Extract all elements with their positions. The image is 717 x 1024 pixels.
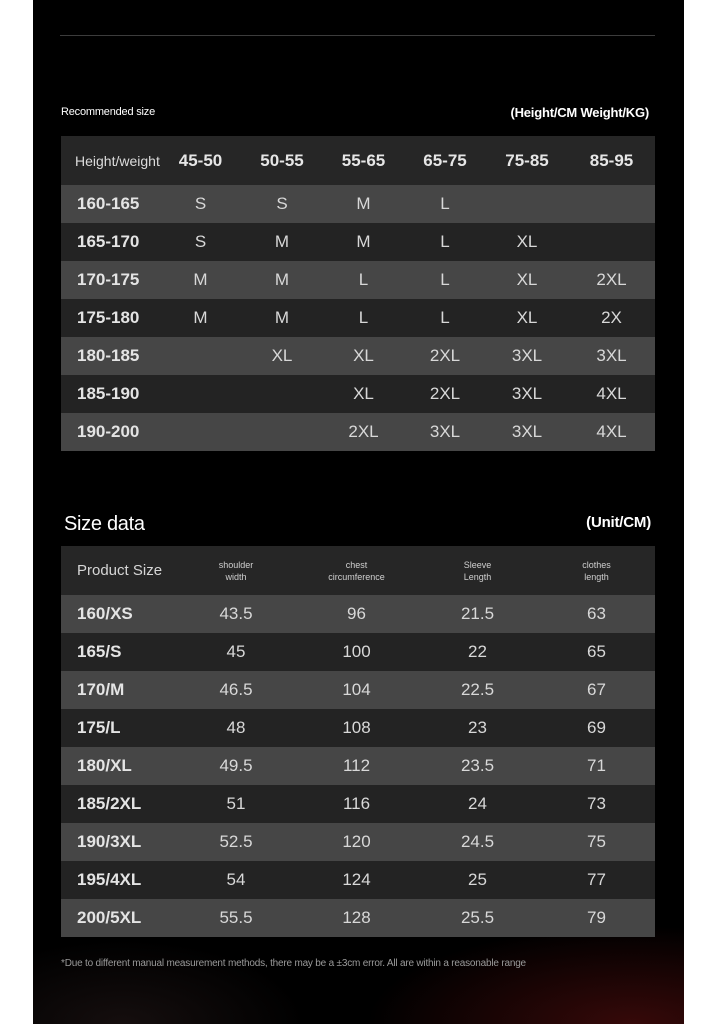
weight-column-header: 65-75: [404, 136, 486, 185]
measurement-cell: 24: [417, 785, 538, 823]
measurement-cell: 71: [538, 747, 655, 785]
size-data-table: [61, 546, 655, 937]
size-cell: 2XL: [323, 413, 404, 451]
size-cell: M: [323, 185, 404, 223]
measurement-cell: 22: [417, 633, 538, 671]
measurement-cell: 104: [296, 671, 417, 709]
size-cell: [160, 375, 241, 413]
size-cell: 3XL: [404, 413, 486, 451]
table-row: [61, 861, 655, 899]
size-cell: XL: [323, 375, 404, 413]
table-row: [61, 709, 655, 747]
size-cell: [241, 375, 323, 413]
column-header: [538, 546, 655, 595]
height-cell: 185-190: [61, 375, 160, 413]
size-cell: L: [404, 261, 486, 299]
recommended-size-title: Recommended size: [61, 106, 156, 118]
measurement-cell: 52.5: [176, 823, 296, 861]
size-cell: [486, 185, 568, 223]
size-cell: 4XL: [568, 375, 655, 413]
table-row: [61, 337, 655, 375]
size-cell: 3XL: [568, 337, 655, 375]
measurement-cell: 55.5: [176, 899, 296, 937]
size-cell: XL: [323, 337, 404, 375]
weight-column-header: 75-85: [486, 136, 568, 185]
table-row: [61, 413, 655, 451]
size-cell: S: [160, 223, 241, 261]
size-cell: 3XL: [486, 413, 568, 451]
table-header-row: [61, 546, 655, 595]
size-cell: 2XL: [404, 375, 486, 413]
column-header: [296, 546, 417, 595]
recommended-units-label: (Height/CM Weight/KG): [510, 105, 649, 120]
measurement-cell: 124: [296, 861, 417, 899]
table-row: [61, 671, 655, 709]
weight-column-header: 55-65: [323, 136, 404, 185]
size-cell: M: [160, 261, 241, 299]
product-size-cell: 185/2XL: [61, 785, 176, 823]
size-cell: M: [160, 299, 241, 337]
measurement-cell: 49.5: [176, 747, 296, 785]
table-row: [61, 823, 655, 861]
table-row: [61, 299, 655, 337]
measurement-cell: 25: [417, 861, 538, 899]
table-row: [61, 375, 655, 413]
product-size-cell: 165/S: [61, 633, 176, 671]
size-cell: 4XL: [568, 413, 655, 451]
column-header-line: circumference: [328, 571, 385, 582]
size-cell: 3XL: [486, 337, 568, 375]
size-cell: XL: [486, 223, 568, 261]
product-size-cell: 195/4XL: [61, 861, 176, 899]
measurement-cell: 48: [176, 709, 296, 747]
measurement-cell: 45: [176, 633, 296, 671]
column-header-line: clothes: [582, 559, 611, 570]
measurement-cell: 73: [538, 785, 655, 823]
corner-header-cell: Height/weight: [61, 136, 160, 185]
measurement-cell: 43.5: [176, 595, 296, 633]
size-cell: 3XL: [486, 375, 568, 413]
size-cell: [241, 413, 323, 451]
product-size-cell: 170/M: [61, 671, 176, 709]
table-row: [61, 785, 655, 823]
table-row: [61, 633, 655, 671]
product-size-cell: 190/3XL: [61, 823, 176, 861]
weight-column-header: 45-50: [160, 136, 241, 185]
size-cell: L: [404, 185, 486, 223]
table-header-row: [61, 136, 655, 185]
recommended-size-table: [61, 136, 655, 451]
size-cell: 2XL: [568, 261, 655, 299]
measurement-cell: 79: [538, 899, 655, 937]
table-row: [61, 899, 655, 937]
size-cell: S: [160, 185, 241, 223]
product-size-cell: 175/L: [61, 709, 176, 747]
measurement-cell: 120: [296, 823, 417, 861]
measurement-cell: 77: [538, 861, 655, 899]
size-cell: M: [323, 223, 404, 261]
table-row: [61, 223, 655, 261]
measurement-cell: 128: [296, 899, 417, 937]
height-cell: 170-175: [61, 261, 160, 299]
table-row: [61, 595, 655, 633]
measurement-cell: 96: [296, 595, 417, 633]
measurement-cell: 23: [417, 709, 538, 747]
measurement-cell: 54: [176, 861, 296, 899]
measurement-cell: 51: [176, 785, 296, 823]
height-cell: 190-200: [61, 413, 160, 451]
column-header-line: Sleeve: [463, 559, 492, 570]
height-cell: 160-165: [61, 185, 160, 223]
weight-column-header: 85-95: [568, 136, 655, 185]
column-header-line: chest: [345, 559, 368, 570]
size-cell: M: [241, 223, 323, 261]
size-data-units-label: (Unit/CM): [586, 514, 651, 531]
size-cell: 2X: [568, 299, 655, 337]
size-cell: XL: [486, 261, 568, 299]
measurement-cell: 46.5: [176, 671, 296, 709]
size-cell: [568, 185, 655, 223]
size-cell: [568, 223, 655, 261]
size-cell: XL: [486, 299, 568, 337]
column-header: [417, 546, 538, 595]
column-header-line: length: [584, 571, 609, 582]
column-header-line: shoulder: [218, 559, 254, 570]
column-header-line: Product Size: [77, 561, 163, 579]
measurement-cell: 63: [538, 595, 655, 633]
height-cell: 165-170: [61, 223, 160, 261]
size-cell: L: [323, 299, 404, 337]
size-cell: S: [241, 185, 323, 223]
size-cell: 2XL: [404, 337, 486, 375]
size-cell: L: [404, 223, 486, 261]
measurement-cell: 112: [296, 747, 417, 785]
table-row: [61, 747, 655, 785]
column-header-line: Length: [463, 571, 492, 582]
weight-column-header: 50-55: [241, 136, 323, 185]
size-cell: L: [323, 261, 404, 299]
product-size-cell: 180/XL: [61, 747, 176, 785]
measurement-cell: 67: [538, 671, 655, 709]
product-size-cell: 200/5XL: [61, 899, 176, 937]
product-size-cell: 160/XS: [61, 595, 176, 633]
size-cell: [160, 413, 241, 451]
height-cell: 175-180: [61, 299, 160, 337]
measurement-cell: 65: [538, 633, 655, 671]
measurement-cell: 23.5: [417, 747, 538, 785]
measurement-cell: 116: [296, 785, 417, 823]
table-row: [61, 261, 655, 299]
size-cell: M: [241, 299, 323, 337]
measurement-cell: 100: [296, 633, 417, 671]
measurement-cell: 22.5: [417, 671, 538, 709]
measurement-cell: 21.5: [417, 595, 538, 633]
size-cell: XL: [241, 337, 323, 375]
measurement-cell: 75: [538, 823, 655, 861]
size-data-title: Size data: [64, 513, 145, 535]
size-cell: [160, 337, 241, 375]
column-header: [176, 546, 296, 595]
measurement-footnote: *Due to different manual measurement methods, there may be a ±3cm error. All are within a reasonable range: [61, 958, 526, 969]
top-divider: [60, 35, 655, 36]
measurement-cell: 69: [538, 709, 655, 747]
column-header: [61, 546, 176, 595]
column-header-line: width: [225, 571, 247, 582]
height-cell: 180-185: [61, 337, 160, 375]
measurement-cell: 24.5: [417, 823, 538, 861]
size-chart-panel: [33, 0, 684, 1024]
size-cell: L: [404, 299, 486, 337]
measurement-cell: 108: [296, 709, 417, 747]
table-row: [61, 185, 655, 223]
size-cell: M: [241, 261, 323, 299]
measurement-cell: 25.5: [417, 899, 538, 937]
